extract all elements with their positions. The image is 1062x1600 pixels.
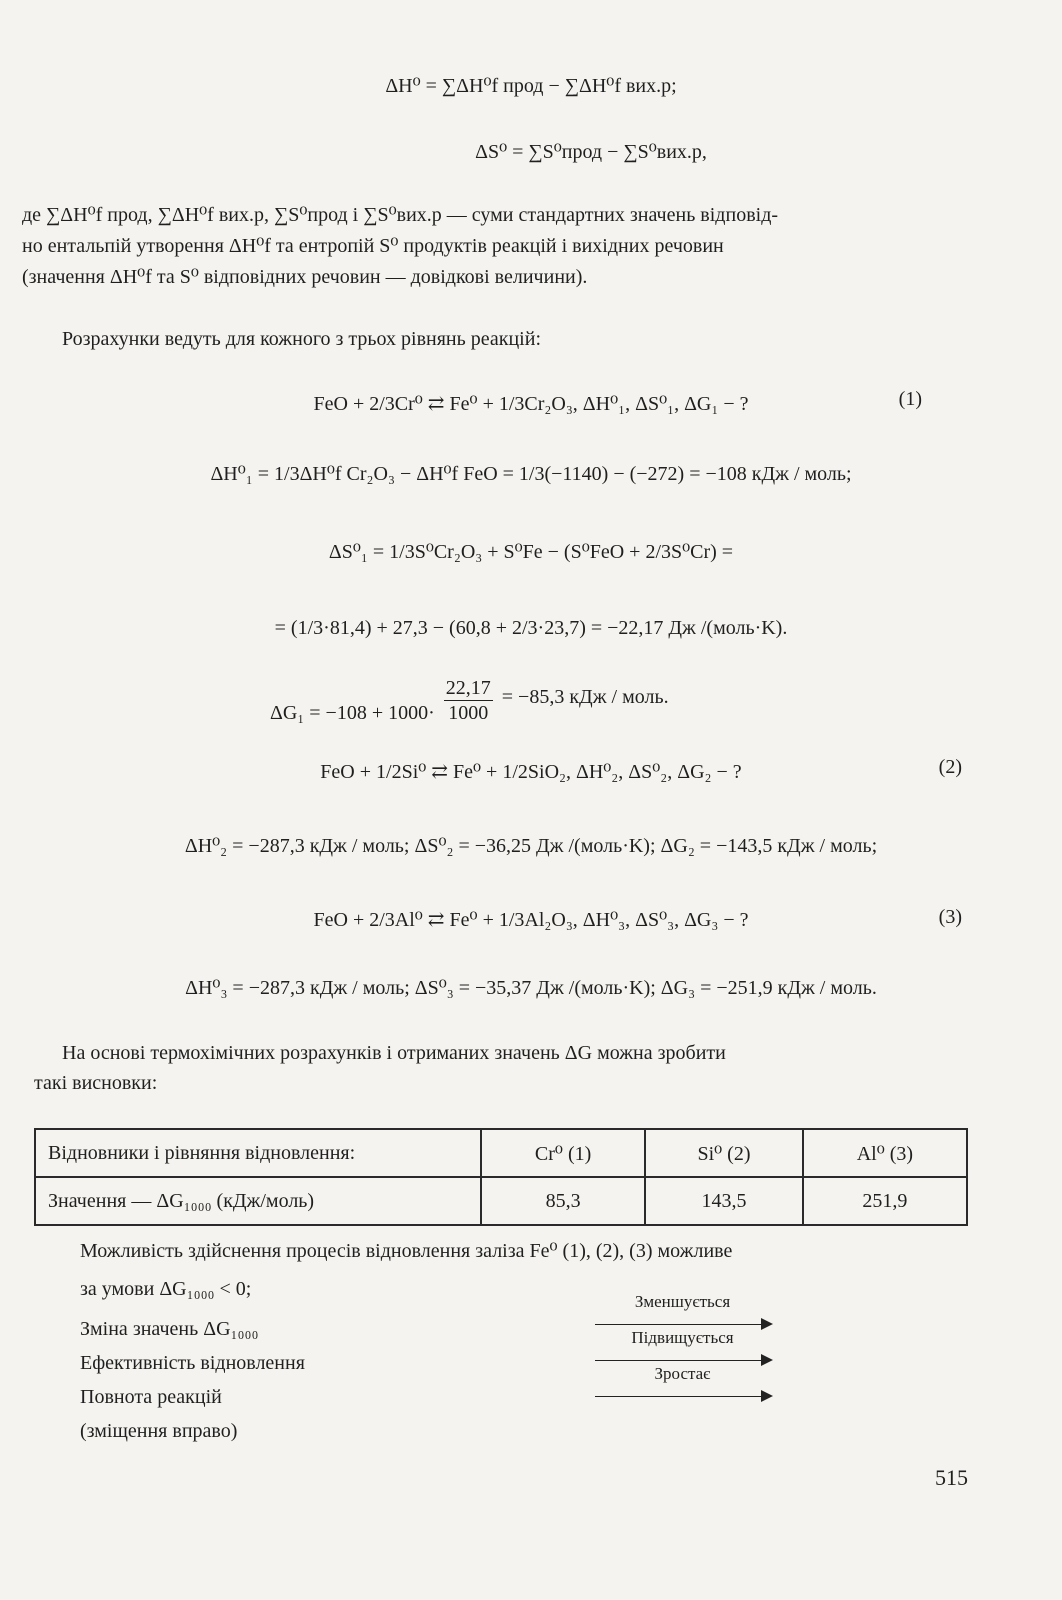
gibbs-denominator: 1000 (448, 702, 489, 724)
trend-label-gibbs: Зміна значень ΔG₁₀₀₀ (80, 1318, 259, 1340)
conclusion-line-2: такі висновки: (34, 1072, 158, 1094)
trend-label-completeness: Повнота реакцій (80, 1386, 222, 1408)
table-cell: 143,5 (645, 1177, 803, 1225)
arrow-right-icon (761, 1390, 773, 1402)
reaction-1-entropy: ΔS⁰₁ = 1/3S⁰Cr₂O₃ + S⁰Fe − (S⁰FeO + 2/3S⁰Cr) = (328, 541, 734, 563)
trend-arrow-grows (595, 1364, 780, 1408)
trend-arrow-text: Зменшується (634, 1292, 731, 1311)
definition-paragraph (22, 200, 1022, 293)
gibbs-left: ΔG₁ = −108 + 1000· (270, 702, 435, 725)
reaction-1-number: (1) (898, 388, 922, 410)
arrow-line (595, 1360, 767, 1361)
table-cell: Значення — ΔG₁₀₀₀ (кДж/моль) (35, 1177, 481, 1225)
trend-arrow-text: Підвищується (631, 1328, 734, 1347)
trend-label-efficiency: Ефективність відновлення (80, 1352, 305, 1374)
formula-entropy: ΔS⁰ = ∑S⁰прод − ∑S⁰вих.р, (475, 141, 707, 163)
reaction-2-results: ΔH⁰₂ = −287,3 кДж / моль; ΔS⁰₂ = −36,25 Дж /(моль·K); ΔG₂ = −143,5 кДж / моль; (184, 835, 878, 857)
results-table (34, 1128, 968, 1226)
definition-line-3: (значення ΔH⁰f та S⁰ відповідних речовин — довідкові величини). (22, 266, 588, 288)
trend-note: (зміщення вправо) (80, 1420, 238, 1442)
calculation-intro: Розрахунки ведуть для кожного з трьох рівнянь реакцій: (62, 328, 541, 350)
formula-enthalpy: ΔH⁰ = ∑ΔH⁰f прод − ∑ΔH⁰f вих.р; (385, 75, 677, 97)
gibbs-right: = −85,3 кДж / моль. (501, 686, 669, 709)
page-number: 515 (935, 1465, 968, 1490)
gibbs-numerator: 22,17 (445, 677, 491, 699)
conclusion-paragraph (62, 1038, 968, 1069)
definition-line-2: но ентальпій утворення ΔH⁰f та ентропій S⁰ продуктів реакцій і вихідних речовин (22, 235, 724, 257)
reaction-1: FeO + 2/3Cr⁰ ⇄ Fe⁰ + 1/3Cr₂O₃, ΔH⁰₁, ΔS⁰₁, ΔG₁ − ? (313, 393, 749, 415)
table-row (35, 1129, 967, 1177)
reaction-1-gibbs (270, 676, 669, 725)
reaction-1-entropy-value: = (1/3·81,4) + 27,3 − (60,8 + 2/3·23,7) = −22,17 Дж /(моль·K). (274, 617, 788, 639)
gibbs-fraction (444, 676, 493, 725)
reaction-3: FeO + 2/3Al⁰ ⇄ Fe⁰ + 1/3Al₂O₃, ΔH⁰₃, ΔS⁰₃, ΔG₃ − ? (313, 909, 749, 931)
arrow-line (595, 1396, 767, 1397)
reaction-3-results: ΔH⁰₃ = −287,3 кДж / моль; ΔS⁰₃ = −35,37 Дж /(моль·K); ΔG₃ = −251,9 кДж / моль. (185, 977, 877, 999)
possibility-line-1: Можливість здійснення процесів відновлення заліза Fe⁰ (1), (2), (3) можливе (80, 1240, 733, 1262)
reaction-1-enthalpy: ΔH⁰₁ = 1/3ΔH⁰f Cr₂O₃ − ΔH⁰f FeO = 1/3(−1140) − (−272) = −108 кДж / моль; (210, 463, 852, 485)
conclusion-line-1: На основі термохімічних розрахунків і отриманих значень ΔG можна зробити (62, 1042, 726, 1064)
reaction-3-number: (3) (938, 906, 962, 928)
table-header-cell: Відновники і рівняння відновлення: (35, 1129, 481, 1177)
table-header-cell: Cr⁰ (1) (481, 1129, 645, 1177)
definition-line-1: де ∑ΔH⁰f прод, ∑ΔH⁰f вих.р, ∑S⁰прод і ∑S⁰вих.р — суми стандартних значень відповід- (22, 204, 779, 226)
reaction-2: FeO + 1/2Si⁰ ⇄ Fe⁰ + 1/2SiO₂, ΔH⁰₂, ΔS⁰₂, ΔG₂ − ? (320, 761, 742, 783)
table-cell: 251,9 (803, 1177, 967, 1225)
possibility-line-2: за умови ΔG₁₀₀₀ < 0; (80, 1278, 252, 1300)
trend-arrow-text: Зростає (654, 1364, 711, 1383)
table-header-cell: Si⁰ (2) (645, 1129, 803, 1177)
table-row (35, 1177, 967, 1225)
table-cell: 85,3 (481, 1177, 645, 1225)
arrow-line (595, 1324, 767, 1325)
table-header-cell: Al⁰ (3) (803, 1129, 967, 1177)
reaction-2-number: (2) (938, 756, 962, 778)
